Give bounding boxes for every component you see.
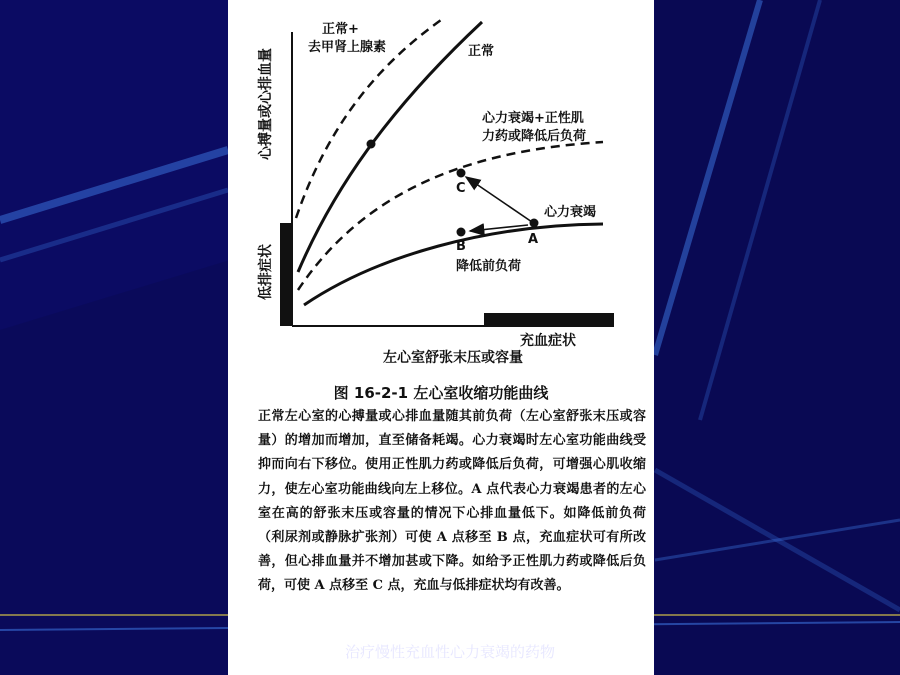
- slide-footer-text: 治疗慢性充血性心力衰竭的药物: [344, 643, 555, 661]
- curve-normal: [298, 22, 482, 272]
- label-hf-treated-2: 力药或降低后负荷: [482, 129, 587, 144]
- point-normal: [367, 140, 376, 149]
- figure-description: 正常左心室的心搏量或心排血量随其前负荷（左心室舒张末压或容量）的增加而增加，直至储备耗竭。心力衰竭时左心室功能曲线受抑而向右下移位。使用正性肌力药或降低后负荷，可增强心肌收缩力，使左心室功能曲线向左上移位。A 点代表心力衰竭患者的左心室在高的舒张末压或容量的情况下心排血量低下。如降低前负荷（利尿剂或静脉扩张剂）可使 A 点移至 B 点，充血症状可有所改善，但心排血量并不增加甚或下降。如给予正性肌力药或降低后负荷，可使 A 点移至 C 点，充血与低排症状均有改善。: [258, 409, 646, 594]
- x-axis-label: 左心室舒张末压或容量: [383, 350, 523, 366]
- point-a-label: A: [528, 232, 539, 247]
- point-c: [457, 169, 466, 178]
- point-b: [457, 228, 466, 237]
- low-output-bar: [280, 223, 291, 326]
- congestion-label: 充血症状: [520, 333, 576, 349]
- point-b-label: B: [456, 239, 466, 254]
- label-normal: 正常: [468, 44, 495, 59]
- label-preload: 降低前负荷: [456, 259, 522, 274]
- point-a: [530, 219, 539, 228]
- label-hf-treated-1: 心力衰竭+正性肌: [482, 111, 584, 126]
- document-page: [228, 0, 654, 675]
- label-normal-epi-1: 正常+: [322, 22, 359, 37]
- low-output-label: 低排症状: [258, 244, 274, 300]
- figure-caption: 图 16-2-1 左心室收缩功能曲线: [333, 384, 549, 402]
- curve-heart-failure: [304, 224, 603, 305]
- label-heart-failure: 心力衰竭: [544, 205, 597, 220]
- arrow-a-to-c: [466, 177, 532, 222]
- ventricular-function-figure: [228, 0, 654, 380]
- label-normal-epi-2: 去甲肾上腺素: [308, 40, 387, 55]
- congestion-bar: [484, 313, 614, 326]
- y-axis-label: 心搏量或心排血量: [258, 48, 274, 160]
- point-c-label: C: [456, 181, 466, 196]
